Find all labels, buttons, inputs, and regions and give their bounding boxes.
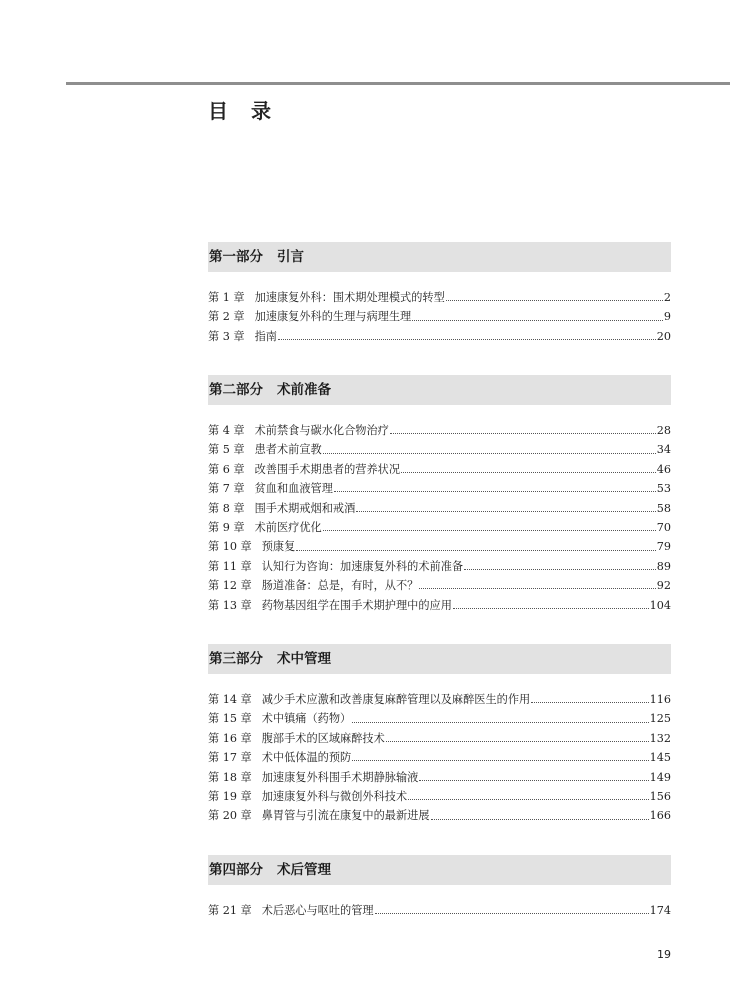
page-ref: 156: [649, 789, 671, 803]
page-ref: 125: [649, 712, 671, 726]
chapter-number: 第 19 章: [208, 789, 252, 803]
page-ref: 92: [656, 579, 671, 593]
toc-entry[interactable]: [208, 537, 671, 556]
page-ref: 116: [649, 693, 671, 706]
chapter-title: 贫血和血液管理: [254, 482, 333, 496]
page-ref: 174: [649, 904, 671, 917]
part-name: 引言: [277, 249, 304, 265]
page-ref: 20: [656, 329, 671, 343]
toc-entry[interactable]: [208, 596, 671, 615]
chapter-number: 第 4 章: [208, 424, 245, 437]
chapter-title: 加速康复外科与微创外科技术: [261, 789, 408, 803]
dot-leader: [375, 913, 649, 914]
chapter-number: 第 5 章: [208, 443, 245, 457]
page-ref: 79: [656, 540, 671, 554]
chapter-number: 第 2 章: [208, 310, 245, 324]
page-ref: 34: [656, 443, 671, 457]
page-ref: 2: [663, 291, 671, 304]
toc-entry[interactable]: [208, 499, 671, 518]
toc-entry-list: [208, 901, 671, 920]
dot-leader: [334, 491, 656, 492]
page-ref: 132: [649, 731, 671, 745]
toc-entry[interactable]: [208, 748, 671, 767]
dot-leader: [323, 453, 656, 454]
section-part-2: [208, 375, 671, 615]
page-title: 目 录: [208, 99, 279, 123]
part-name: 术中管理: [277, 651, 331, 667]
section-header: [208, 242, 671, 272]
chapter-number: 第 14 章: [208, 693, 252, 706]
toc-entry-list: [208, 421, 671, 615]
chapter-number: 第 13 章: [208, 598, 252, 612]
dot-leader: [531, 702, 648, 703]
dot-leader: [386, 741, 649, 742]
toc-entry[interactable]: [208, 576, 671, 595]
chapter-title: 术前医疗优化: [254, 520, 322, 534]
part-name: 术后管理: [277, 862, 331, 878]
toc-entry[interactable]: [208, 709, 671, 728]
toc-entry[interactable]: [208, 307, 671, 326]
toc-entry-list: [208, 690, 671, 826]
chapter-title: 术后恶心与呕吐的管理: [261, 904, 374, 917]
toc-entry[interactable]: [208, 768, 671, 787]
dot-leader: [446, 300, 663, 301]
chapter-title: 加速康复外科围手术期静脉输液: [261, 770, 419, 784]
page-ref: 89: [656, 559, 671, 573]
part-name: 术前准备: [277, 382, 331, 398]
chapter-number: 第 1 章: [208, 291, 245, 304]
toc-entry[interactable]: [208, 421, 671, 440]
dot-leader: [419, 780, 648, 781]
page-ref: 149: [649, 770, 671, 784]
page-ref: 166: [649, 809, 671, 823]
section-header: [208, 644, 671, 674]
page-ref: 145: [649, 751, 671, 765]
dot-leader: [419, 588, 655, 589]
toc-entry[interactable]: [208, 518, 671, 537]
toc-entry[interactable]: [208, 460, 671, 479]
part-label: 第一部分: [209, 249, 263, 265]
chapter-number: 第 17 章: [208, 751, 252, 765]
chapter-title: 肠道准备：总是，有时，从不？: [261, 579, 419, 593]
chapter-title: 术中低体温的预防: [261, 751, 352, 765]
dot-leader: [356, 511, 655, 512]
toc-entry[interactable]: [208, 901, 671, 920]
chapter-title: 指南: [254, 329, 277, 343]
page-ref: 104: [649, 598, 671, 612]
toc-entry[interactable]: [208, 479, 671, 498]
chapter-number: 第 10 章: [208, 540, 252, 554]
chapter-number: 第 9 章: [208, 520, 245, 534]
chapter-title: 患者术前宣教: [254, 443, 322, 457]
dot-leader: [278, 339, 656, 340]
chapter-number: 第 8 章: [208, 501, 245, 515]
section-part-3: [208, 644, 671, 826]
toc-entry[interactable]: [208, 690, 671, 709]
part-label: 第三部分: [209, 651, 263, 667]
dot-leader: [408, 799, 648, 800]
dot-leader: [390, 433, 656, 434]
chapter-title: 减少手术应激和改善康复麻醉管理以及麻醉医生的作用: [261, 693, 531, 706]
chapter-title: 加速康复外科的生理与病理生理: [254, 310, 412, 324]
dot-leader: [296, 550, 655, 551]
chapter-title: 术中镇痛（药物）: [261, 712, 352, 726]
chapter-number: 第 18 章: [208, 770, 252, 784]
top-rule: [66, 82, 730, 85]
section-part-1: [208, 242, 671, 346]
chapter-title: 鼻胃管与引流在康复中的最新进展: [261, 809, 430, 823]
dot-leader: [431, 819, 649, 820]
toc-entry[interactable]: [208, 288, 671, 307]
dot-leader: [453, 608, 649, 609]
dot-leader: [401, 472, 656, 473]
chapter-title: 认知行为咨询：加速康复外科的术前准备: [261, 559, 464, 573]
chapter-title: 腹部手术的区域麻醉技术: [261, 731, 385, 745]
dot-leader: [464, 569, 656, 570]
page-ref: 9: [663, 310, 671, 324]
dot-leader: [352, 722, 648, 723]
section-part-4: [208, 855, 671, 920]
chapter-number: 第 21 章: [208, 904, 252, 917]
page-number: 19: [657, 948, 671, 961]
section-header: [208, 375, 671, 405]
page-ref: 46: [656, 462, 671, 476]
toc-entry[interactable]: [208, 327, 671, 346]
toc-entry[interactable]: [208, 729, 671, 748]
chapter-title: 改善围手术期患者的营养状况: [254, 462, 401, 476]
chapter-title: 药物基因组学在围手术期护理中的应用: [261, 598, 452, 612]
chapter-number: 第 6 章: [208, 462, 245, 476]
dot-leader: [352, 760, 648, 761]
chapter-title: 术前禁食与碳水化合物治疗: [254, 424, 389, 437]
page-ref: 58: [656, 501, 671, 515]
toc-entry[interactable]: [208, 787, 671, 806]
toc-entry[interactable]: [208, 440, 671, 459]
chapter-title: 预康复: [261, 540, 296, 554]
chapter-number: 第 16 章: [208, 731, 252, 745]
dot-leader: [412, 320, 663, 321]
chapter-title: 围手术期戒烟和戒酒: [254, 501, 356, 515]
page-ref: 70: [656, 520, 671, 534]
chapter-number: 第 12 章: [208, 579, 252, 593]
chapter-number: 第 15 章: [208, 712, 252, 726]
toc-entry-list: [208, 288, 671, 346]
chapter-number: 第 3 章: [208, 329, 245, 343]
toc-entry[interactable]: [208, 557, 671, 576]
chapter-number: 第 11 章: [208, 559, 252, 573]
dot-leader: [323, 530, 656, 531]
page-ref: 28: [656, 424, 671, 437]
chapter-number: 第 20 章: [208, 809, 252, 823]
chapter-title: 加速康复外科：围术期处理模式的转型: [254, 291, 445, 304]
part-label: 第二部分: [209, 382, 263, 398]
chapter-number: 第 7 章: [208, 482, 245, 496]
page-ref: 53: [656, 482, 671, 496]
part-label: 第四部分: [209, 862, 263, 878]
section-header: [208, 855, 671, 885]
toc-entry[interactable]: [208, 806, 671, 825]
